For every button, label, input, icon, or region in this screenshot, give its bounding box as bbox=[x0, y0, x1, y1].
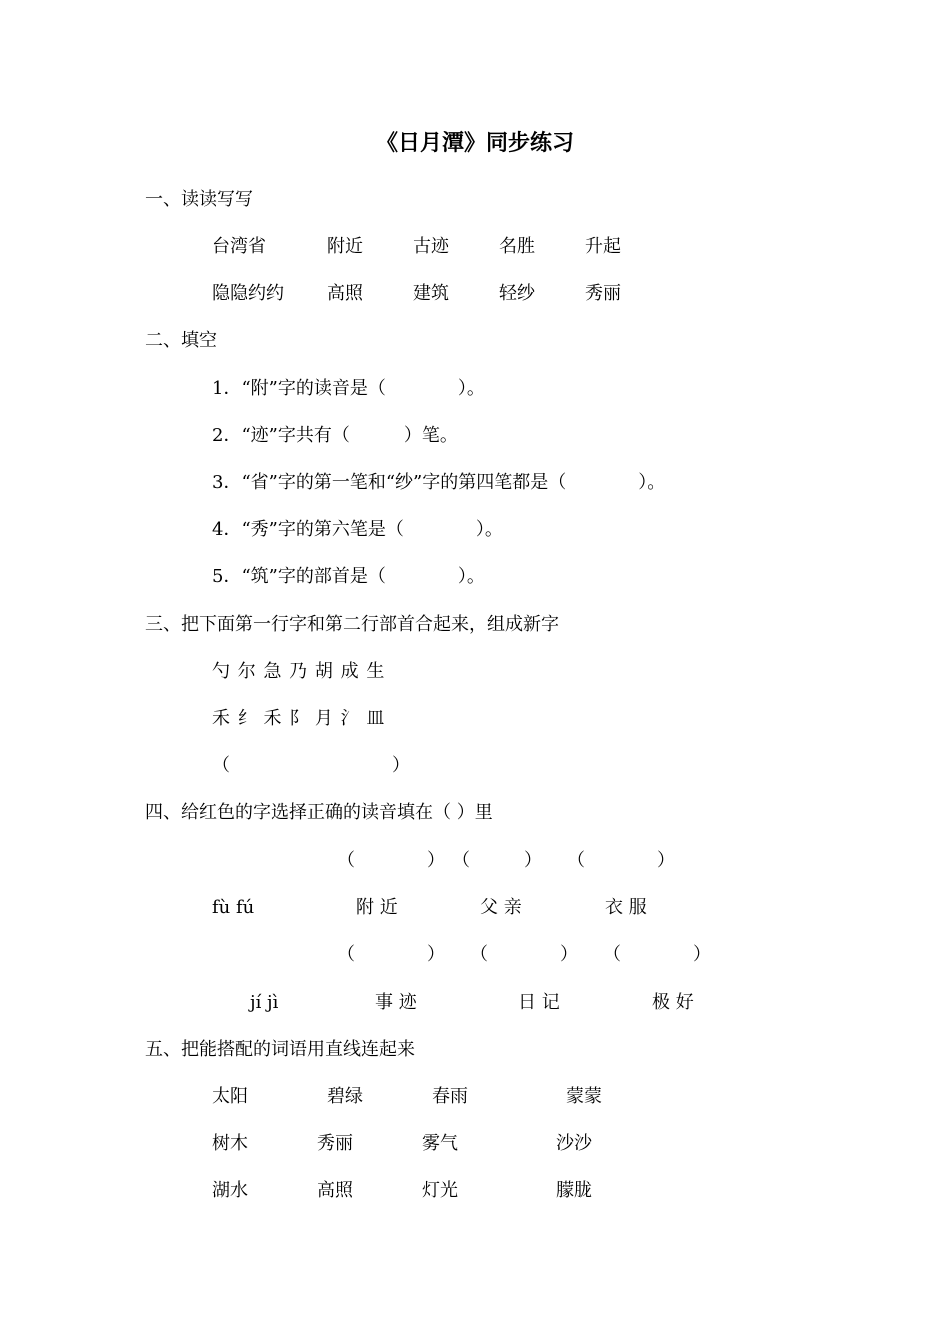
match-word: 秀丽 bbox=[317, 1133, 353, 1154]
word: 父 亲 bbox=[480, 897, 522, 918]
answer-parens: （ ） bbox=[452, 850, 542, 871]
match-word: 春雨 bbox=[432, 1086, 468, 1107]
answer-parens: （ ） bbox=[603, 944, 711, 965]
word: 极 好 bbox=[652, 992, 694, 1013]
page-title: 《日月潭》同步练习 bbox=[375, 131, 574, 156]
match-word: 沙沙 bbox=[556, 1133, 592, 1154]
match-word: 灯光 bbox=[422, 1180, 458, 1201]
word: 事 迹 bbox=[375, 992, 417, 1013]
match-word: 高照 bbox=[317, 1180, 353, 1201]
word: 隐隐约约 bbox=[212, 283, 284, 304]
answer-parens: （ ） bbox=[567, 850, 675, 871]
match-word: 树木 bbox=[212, 1133, 248, 1154]
character-row: 勺 尔 急 乃 胡 成 生 bbox=[212, 661, 385, 682]
section3-heading: 三、把下面第一行字和第二行部首合起来，组成新字 bbox=[145, 614, 559, 635]
word: 附近 bbox=[327, 236, 363, 257]
fill-item: 2．“迹”字共有（ ）笔。 bbox=[212, 425, 458, 446]
match-word: 朦胧 bbox=[556, 1180, 592, 1201]
radical-row: 禾 纟 禾 阝 月 氵 皿 bbox=[212, 708, 385, 729]
fill-item: 5．“筑”字的部首是（ ）。 bbox=[212, 566, 485, 587]
pinyin-options: fù fú bbox=[212, 897, 255, 918]
match-word: 雾气 bbox=[422, 1133, 458, 1154]
answer-parens: （ ） bbox=[337, 944, 445, 965]
word: 台湾省 bbox=[212, 236, 266, 257]
section4-heading: 四、给红色的字选择正确的读音填在（ ）里 bbox=[145, 802, 493, 823]
fill-item: 3．“省”字的第一笔和“纱”字的第四笔都是（ ）。 bbox=[212, 472, 666, 493]
fill-item: 4．“秀”字的第六笔是（ ）。 bbox=[212, 519, 503, 540]
word: 轻纱 bbox=[499, 283, 535, 304]
match-word: 碧绿 bbox=[327, 1086, 363, 1107]
word: 日 记 bbox=[518, 992, 560, 1013]
word: 衣 服 bbox=[605, 897, 647, 918]
pinyin-options: jí jì bbox=[250, 992, 279, 1013]
word: 附 近 bbox=[356, 897, 398, 918]
word: 升起 bbox=[585, 236, 621, 257]
fill-item: 1．“附”字的读音是（ ）。 bbox=[212, 378, 485, 399]
section5-heading: 五、把能搭配的词语用直线连起来 bbox=[145, 1039, 415, 1060]
section1-heading: 一、读读写写 bbox=[145, 189, 253, 210]
word: 建筑 bbox=[413, 283, 449, 304]
match-word: 湖水 bbox=[212, 1180, 248, 1201]
match-word: 蒙蒙 bbox=[566, 1086, 602, 1107]
answer-parens: （ ） bbox=[212, 755, 410, 776]
answer-parens: （ ） bbox=[337, 850, 445, 871]
answer-parens: （ ） bbox=[470, 944, 578, 965]
section2-heading: 二、填空 bbox=[145, 330, 217, 351]
match-word: 太阳 bbox=[212, 1086, 248, 1107]
word: 古迹 bbox=[413, 236, 449, 257]
word: 秀丽 bbox=[585, 283, 621, 304]
word: 名胜 bbox=[499, 236, 535, 257]
word: 高照 bbox=[327, 283, 363, 304]
